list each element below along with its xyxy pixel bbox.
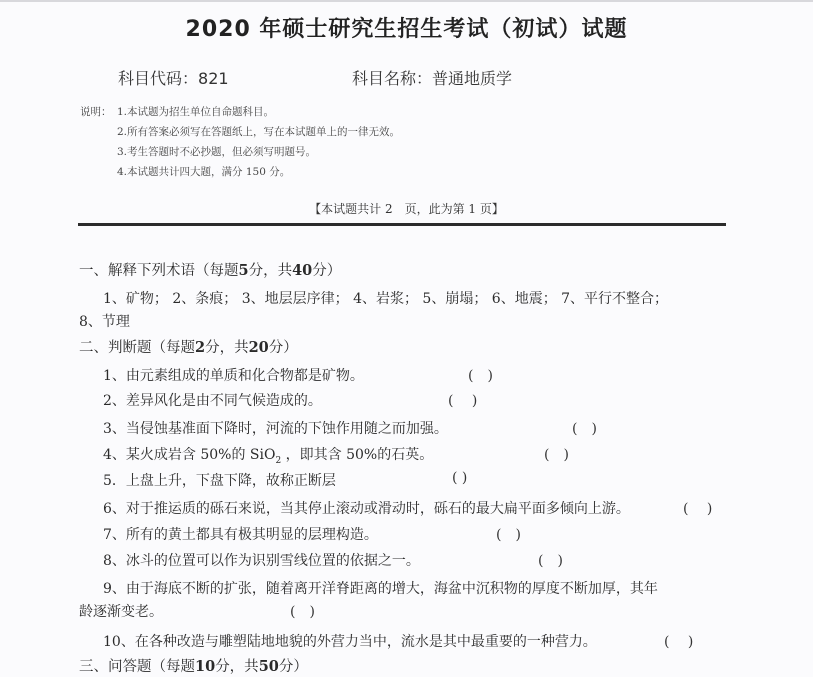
subject-code: [118, 66, 229, 89]
heading-text: 三、问答题（每题: [79, 659, 195, 675]
header-divider: [78, 223, 726, 226]
question-6: 6、对于推运质的砾石来说，当其停止滚动或滑动时，砾石的最大扁平面多倾向上游。: [103, 501, 630, 517]
heading-text: 分）: [278, 659, 308, 675]
question-text: ，即其含 50%的石英。: [281, 447, 434, 463]
heading-text: 分，共: [205, 340, 249, 356]
question-2: 2、差异风化是由不同气候造成的。: [103, 393, 322, 409]
heading-total: 40: [292, 262, 313, 279]
question-4: [103, 444, 433, 466]
subject-name-value: 普通地质学: [432, 69, 513, 88]
question-9-continued: 龄逐渐变老。: [79, 604, 163, 620]
note-item: 3.考生答题时不必抄题，但必须写明题号。: [117, 146, 317, 158]
exam-title: 2020 年硕士研究生招生考试（初试）试题: [185, 17, 628, 42]
answer-blank-5: ( ): [452, 470, 468, 486]
question-1: 1、由元素组成的单质和化合物都是矿物。: [103, 368, 364, 384]
question-9: 9、由于海底不断的扩张，随着离开洋脊距离的增大，海盆中沉积物的厚度不断加厚，其年: [103, 581, 658, 597]
note-item: 1.本试题为招生单位自命题科目。: [117, 106, 275, 118]
subject-name-label: 科目名称：: [352, 69, 433, 88]
question-3: 3、当侵蚀基准面下降时，河流的下蚀作用随之而加强。: [103, 421, 448, 437]
heading-total: 20: [248, 339, 269, 356]
terms-line: 1、矿物； 2、条痕； 3、地层层序律； 4、岩浆； 5、崩塌； 6、地震； 7、平行不整合；: [103, 291, 669, 307]
heading-text: 一、解释下列术语（每题: [79, 263, 239, 279]
question-8: 8、冰斗的位置可以作为识别雪线位置的依据之一。: [103, 553, 420, 569]
answer-blank-7: ( ): [496, 527, 521, 543]
answer-blank-1: ( ): [468, 368, 493, 384]
heading-text: 二、判断题（每题: [79, 340, 195, 356]
question-5: 5．上盘上升，下盘下降，故称正断层: [103, 473, 336, 489]
question-text: 4、某火成岩含 50%的 SiO: [103, 447, 276, 463]
heading-text: 分）: [312, 263, 342, 279]
section-heading-true-false: [79, 336, 298, 357]
heading-text: 分）: [268, 340, 298, 356]
heading-text: 分，共: [248, 263, 293, 279]
subscript: 2: [275, 455, 282, 466]
section-heading-short-answer: [79, 655, 308, 676]
heading-total: 50: [258, 658, 279, 675]
answer-blank-8: ( ): [538, 553, 563, 569]
answer-blank-10: ( ): [664, 634, 694, 650]
note-item: 4.本试题共计四大题，满分 150 分。: [117, 166, 291, 178]
notes-label: 说明：: [80, 106, 112, 118]
heading-points: 5: [238, 262, 249, 279]
answer-blank-9: ( ): [290, 604, 315, 620]
page-info: 【本试题共计 2 页，此为第 1 页】: [309, 202, 504, 216]
answer-blank-6: ( ): [683, 501, 713, 517]
subject-code-label: 科目代码：: [118, 69, 199, 88]
scan-top-edge: [0, 0, 813, 2]
answer-blank-2: ( ): [448, 393, 478, 409]
subject-name: [352, 66, 512, 89]
section-heading-terms: [79, 259, 341, 280]
heading-points: 10: [195, 658, 216, 675]
answer-blank-4: ( ): [544, 447, 569, 463]
answer-blank-3: ( ): [572, 421, 597, 437]
heading-text: 分，共: [215, 659, 259, 675]
question-10: 10、在各种改造与雕塑陆地地貌的外营力当中，流水是其中最重要的一种营力。: [103, 634, 597, 650]
question-7: 7、所有的黄土都具有极其明显的层理构造。: [103, 527, 378, 543]
heading-points: 2: [195, 339, 206, 356]
note-item: 2.所有答案必须写在答题纸上，写在本试题单上的一律无效。: [117, 126, 401, 138]
terms-line: 8、节理: [79, 314, 130, 330]
subject-code-value: 821: [198, 69, 229, 88]
